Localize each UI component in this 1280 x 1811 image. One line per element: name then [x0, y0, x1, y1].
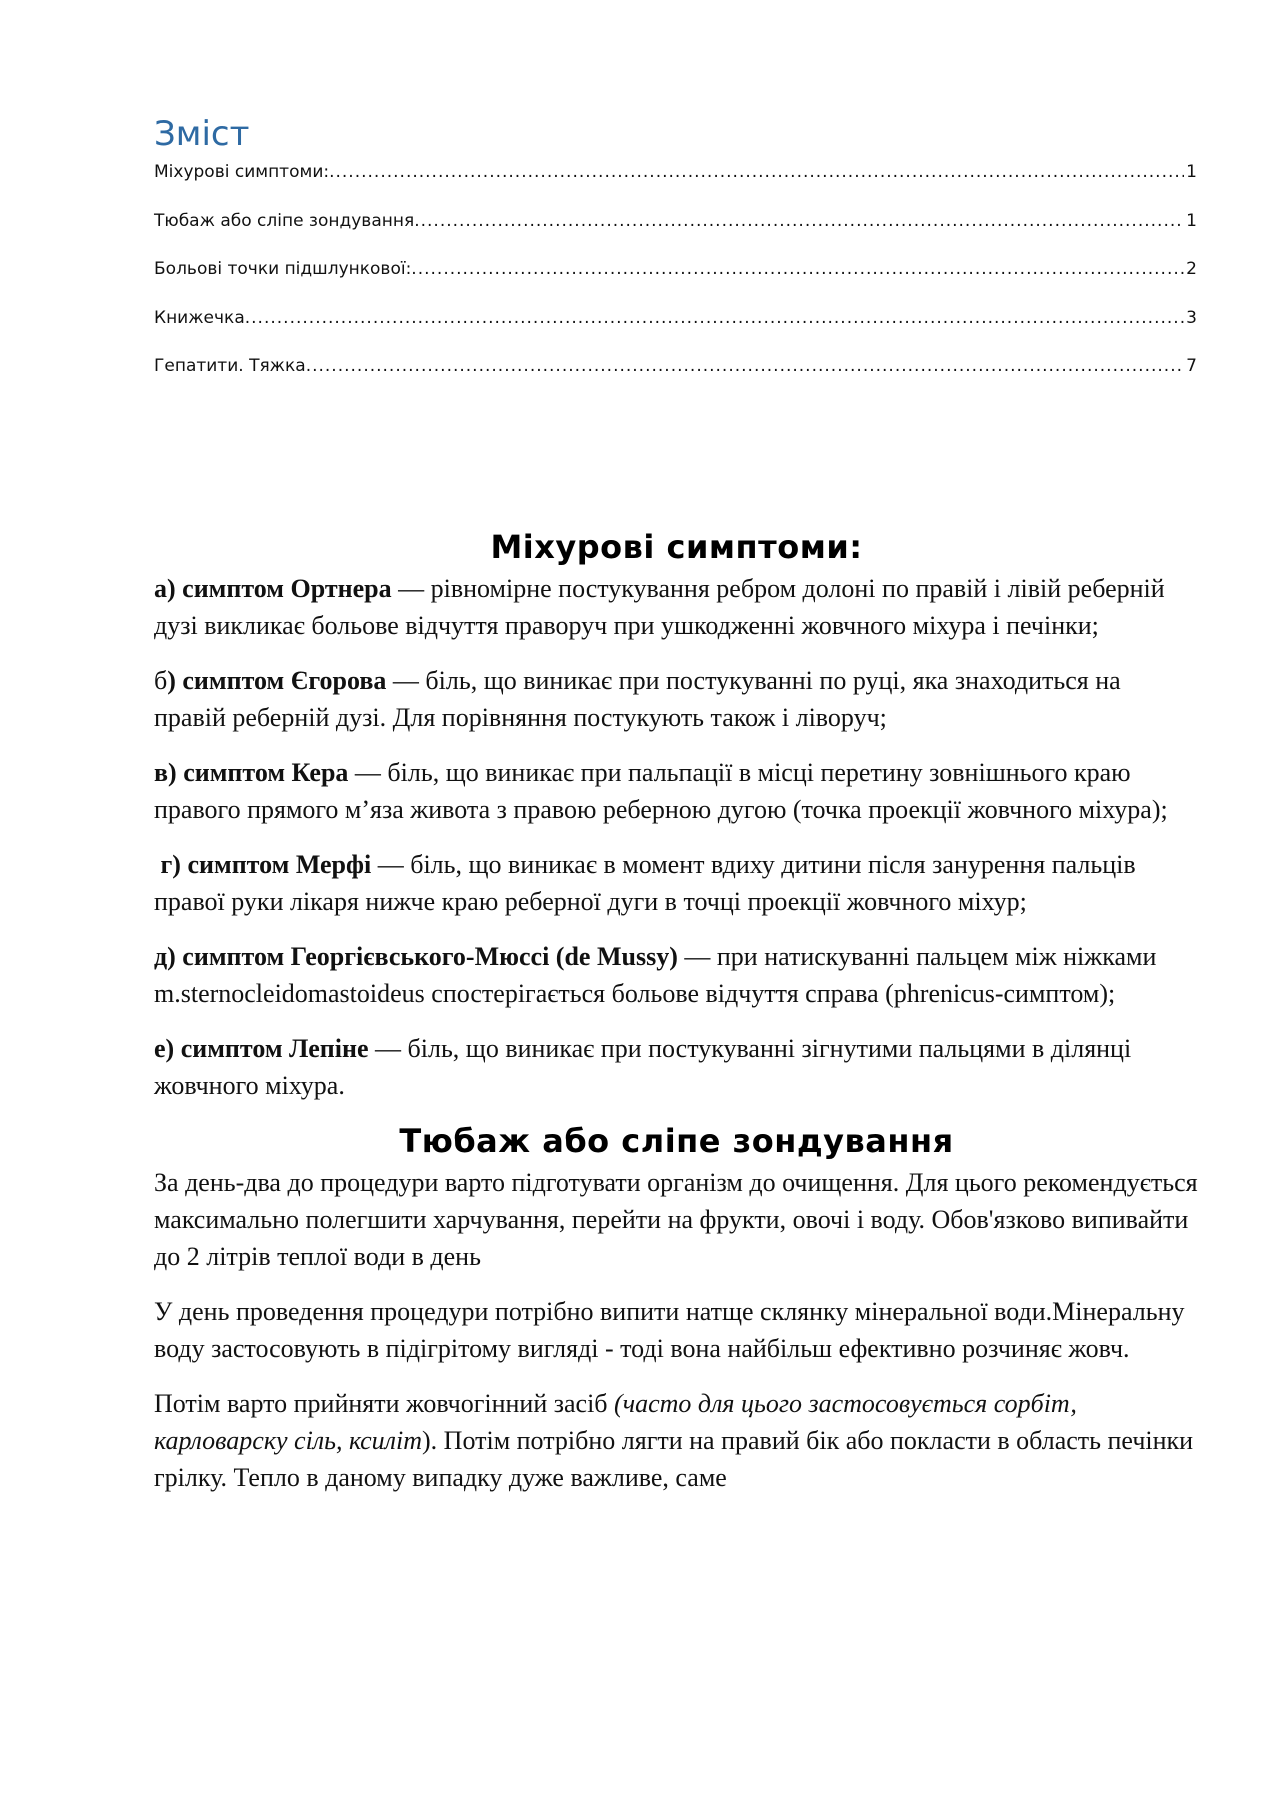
- symptom-description: — біль, що виникає при постукуванні зігнутими пальцями в ділянці жовчного міхура.: [154, 1034, 1132, 1100]
- toc-entry-label: Книжечка: [154, 307, 245, 328]
- tubage-text: Потім варто прийняти жовчогінний засіб: [154, 1389, 615, 1418]
- tubage-italic-text: (часто для цього застосовується сорбіт, карловарску сіль, ксиліт: [154, 1389, 1077, 1455]
- tubage-paragraph-2: У день проведення процедури потрібно випити натще склянку мінеральної води.Мінеральну воду застосовують в підігрітому вигляді - тоді вона найбільш ефективно розчиняє жовч.: [154, 1297, 1185, 1363]
- toc-entry-page: 3: [1186, 307, 1197, 328]
- symptom-name: в) симптом Кера: [154, 758, 349, 787]
- toc-entry-page: 2: [1186, 259, 1197, 279]
- tubage-paragraph-3: [154, 1385, 1199, 1496]
- toc-title: Зміст: [154, 114, 250, 154]
- toc-entry-page: 1: [1186, 162, 1197, 182]
- symptom-name: е) симптом Лепіне: [154, 1034, 369, 1063]
- symptom-paragraph: [154, 754, 1199, 828]
- toc-entry-label: Міхурові симптоми:: [154, 162, 330, 182]
- symptom-name: д) симптом Георгієвського-Мюссі (de Mussy): [154, 942, 678, 971]
- toc-leader-dots: [411, 259, 1184, 279]
- toc-leader-dots: [414, 211, 1184, 231]
- symptom-name: г) симптом Мерфі: [154, 850, 372, 879]
- document-body: [154, 528, 1199, 1514]
- symptom-paragraph: [154, 662, 1199, 736]
- symptom-name: ) симптом Єгорова: [167, 666, 387, 695]
- symptom-prefix: б: [154, 666, 168, 695]
- symptom-description: — рівномірне постукування ребром долоні по правій і лівій реберній дузі викликає больове відчуття праворуч при ушкодженні жовчного міхура і печінки;: [154, 574, 1165, 640]
- toc-leader-dots: [329, 162, 1184, 182]
- toc-entry-label: Тюбаж або сліпе зондування: [154, 210, 415, 231]
- symptom-description: — біль, що виникає в момент вдиху дитини після занурення пальців правої руки лікаря нижче краю реберної дуги в точці проекції жовчного міхур;: [154, 850, 1136, 916]
- symptom-paragraph: [154, 570, 1199, 644]
- toc-entry-page: 1: [1186, 210, 1197, 231]
- toc-leader-dots: [306, 356, 1184, 376]
- symptom-paragraph: [154, 938, 1199, 1012]
- table-of-contents: [154, 162, 1197, 405]
- toc-entry[interactable]: [154, 162, 1197, 211]
- toc-entry[interactable]: [154, 211, 1197, 260]
- symptom-name: а) симптом Ортнера: [154, 574, 392, 603]
- tubage-paragraph-1: За день-два до процедури варто підготувати організм до очищення. Для цього рекомендується максимально полегшити харчування, перейти на фрукти, овочі і воду. Обов'язково випивайти до 2 літрів теплої води в день: [154, 1168, 1198, 1271]
- toc-entry-label: Больові точки підшлункової:: [154, 259, 412, 279]
- toc-entry-page: 7: [1186, 356, 1197, 376]
- section-heading-tubage: Тюбаж або сліпе зондування: [399, 1122, 954, 1160]
- symptom-paragraph: [154, 846, 1199, 920]
- toc-entry[interactable]: [154, 356, 1197, 405]
- toc-entry[interactable]: [154, 259, 1197, 308]
- symptom-description: — біль, що виникає при пальпації в місці перетину зовнішнього краю правого прямого м’яза живота з правою реберною дугою (точка проекції жовчного міхура);: [154, 758, 1168, 824]
- toc-entry[interactable]: [154, 308, 1197, 357]
- toc-leader-dots: [245, 308, 1184, 328]
- symptom-description: — при натискуванні пальцем між ніжками m.sternocleidomastoideus спостерігається больове відчуття справа (phrenicus-симптом);: [154, 942, 1157, 1008]
- section-heading-bladder-symptoms: Міхурові симптоми:: [490, 528, 863, 566]
- symptom-description: — біль, що виникає при постукуванні по руці, яка знаходиться на правій реберній дузі. Для порівняння постукують також і ліворуч;: [154, 666, 1121, 732]
- symptom-paragraph: [154, 1030, 1199, 1104]
- tubage-text: ). Потім потрібно лягти на правий бік або покласти в область печінки грілку. Тепло в даному випадку дуже важливе, саме: [154, 1426, 1194, 1492]
- toc-entry-label: Гепатити. Тяжка: [154, 356, 306, 376]
